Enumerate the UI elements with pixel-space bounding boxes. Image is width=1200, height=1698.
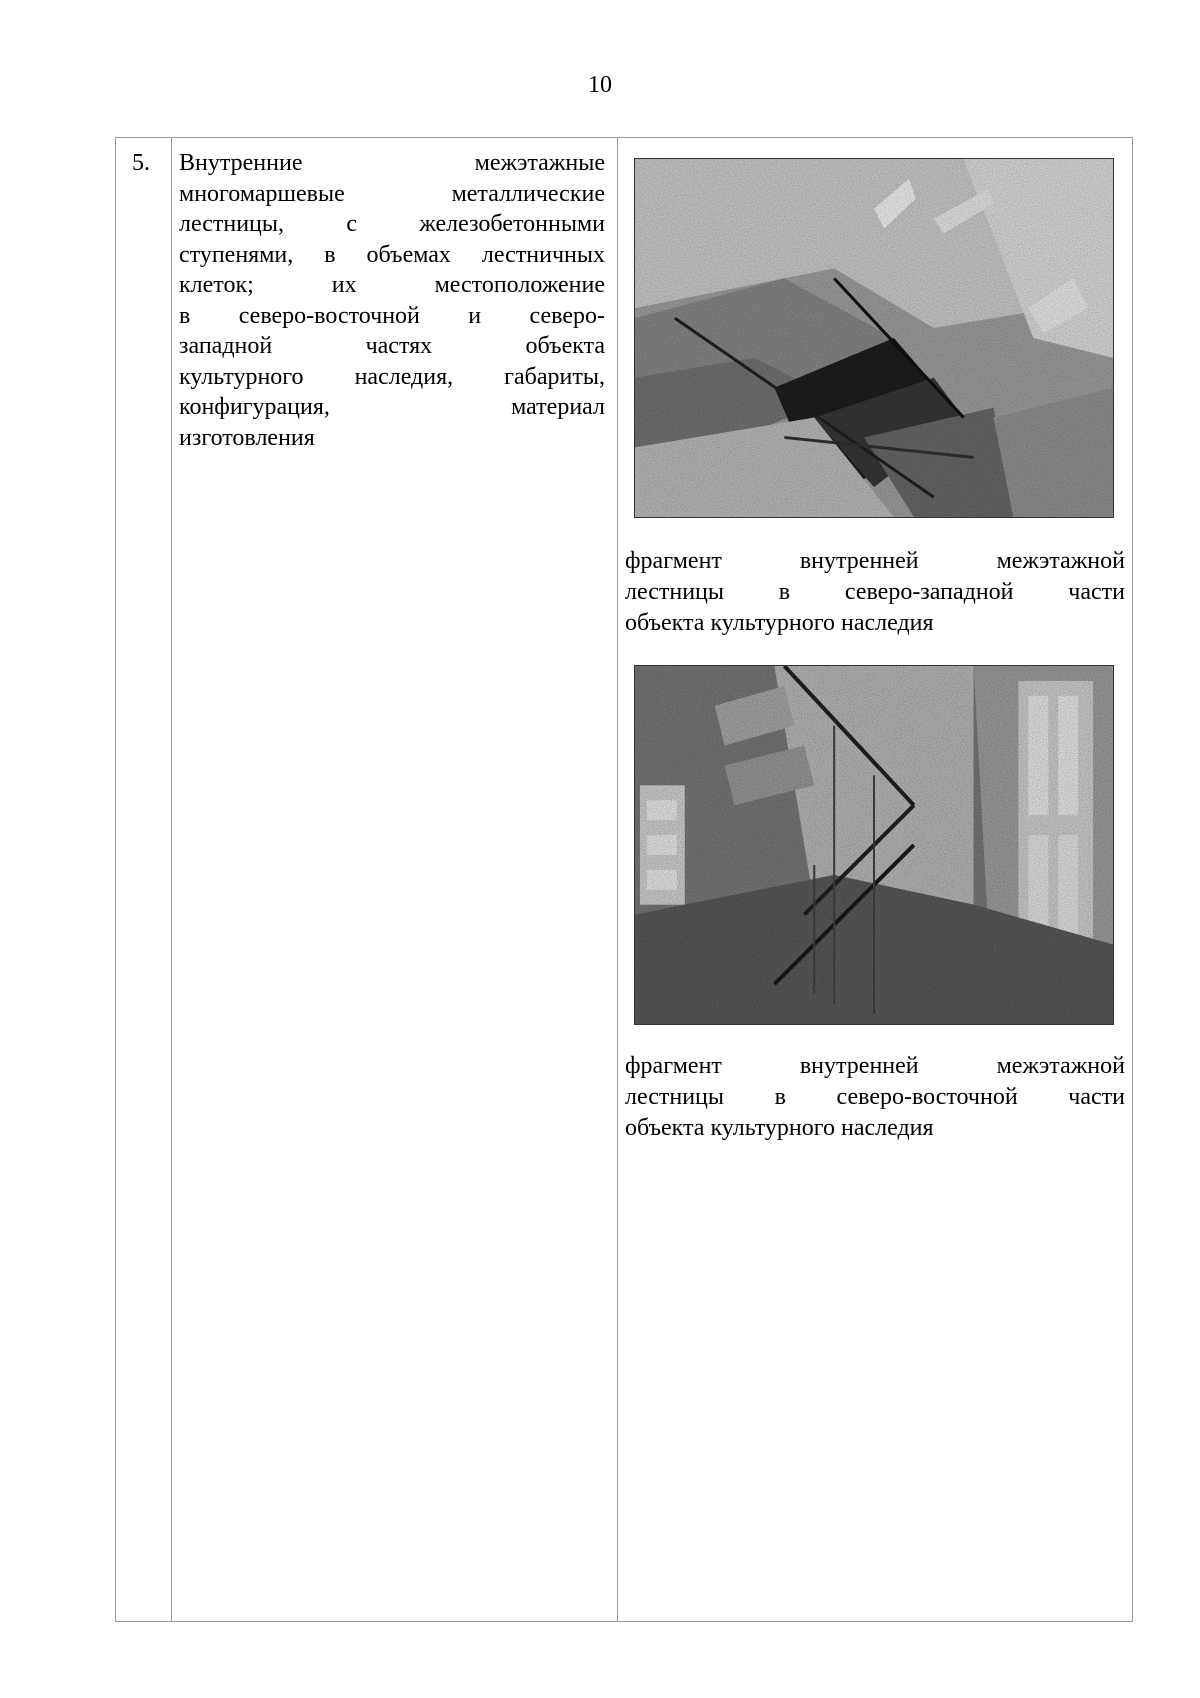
description-line: в северо-восточной и северо- [179, 302, 605, 329]
staircase-photo-northeast [634, 665, 1114, 1025]
description-line: изготовления [179, 424, 315, 451]
row-description [179, 148, 605, 453]
description-line: лестницы, с железобетонными [179, 211, 605, 237]
caption-line: лестницы в северо-западной части [625, 579, 1125, 605]
caption-line: лестницы в северо-восточной части [625, 1084, 1125, 1110]
description-line: ступенями, в объемах лестничных [179, 241, 605, 268]
column-divider [617, 138, 618, 1621]
description-line: клеток; их местоположение [179, 272, 605, 298]
caption-line: объекта культурного наследия [625, 1115, 934, 1141]
caption-line: фрагмент внутренней межэтажной [625, 1053, 1125, 1079]
photo-caption-northwest [625, 546, 1125, 639]
page-number: 10 [588, 72, 612, 98]
heritage-table [115, 137, 1133, 1622]
caption-line: фрагмент внутренней межэтажной [625, 548, 1125, 574]
description-line: Внутренние межэтажные [179, 150, 605, 176]
staircase-photo-northwest [634, 158, 1114, 518]
description-line: многомаршевые металлические [179, 180, 605, 207]
description-line: конфигурация, материал [179, 394, 605, 420]
row-number: 5. [132, 150, 150, 176]
photo-caption-northeast [625, 1051, 1125, 1144]
column-divider [171, 138, 172, 1621]
description-line: западной частях объекта [179, 333, 605, 359]
description-line: культурного наследия, габариты, [179, 363, 605, 390]
caption-line: объекта культурного наследия [625, 610, 934, 636]
